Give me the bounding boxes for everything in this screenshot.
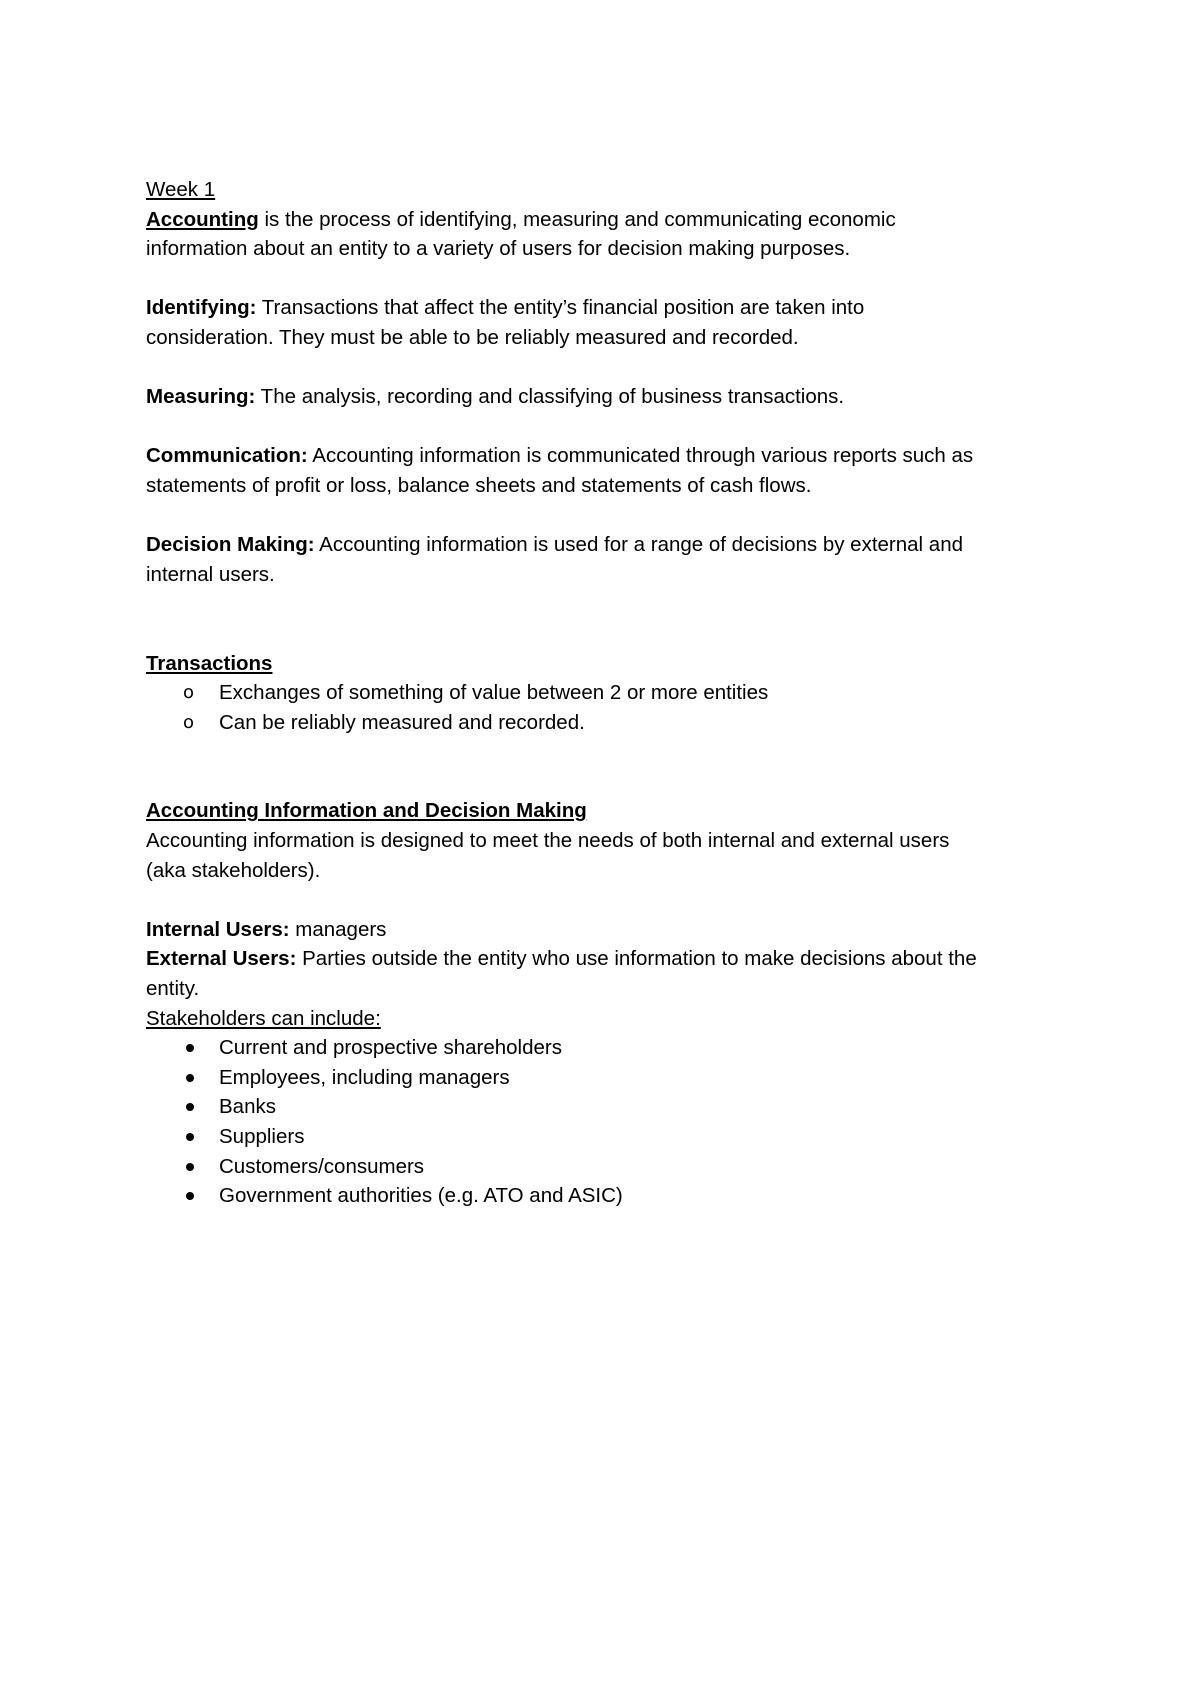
stakeholders-label-line xyxy=(146,1004,1096,1034)
list-item-text: Government authorities (e.g. ATO and ASIC) xyxy=(219,1184,623,1208)
measuring-line-1 xyxy=(146,382,1096,412)
external-users-line-1 xyxy=(146,944,1096,974)
spacer xyxy=(146,737,1096,796)
bullet-dot-icon xyxy=(186,1163,194,1171)
list-item-text: Current and prospective shareholders xyxy=(219,1036,562,1060)
bullet-dot-icon xyxy=(186,1192,194,1200)
identifying-line-1 xyxy=(146,293,1096,323)
week-heading xyxy=(146,175,1096,205)
spacer xyxy=(146,353,1096,383)
circle-bullet-icon: o xyxy=(183,682,195,704)
list-item-text: Employees, including managers xyxy=(219,1065,510,1089)
decision-making-term: Decision Making: xyxy=(146,533,315,557)
list-item xyxy=(146,1033,1096,1063)
bullet-dot-icon xyxy=(186,1074,194,1082)
transactions-title: Transactions xyxy=(146,651,273,675)
info-decision-line-1: Accounting information is designed to meet the needs of both internal and external users xyxy=(146,829,950,853)
list-item xyxy=(146,1063,1096,1093)
accounting-definition-line-2: information about an entity to a variety of users for decision making purposes. xyxy=(146,237,851,261)
info-decision-title: Accounting Information and Decision Making xyxy=(146,799,587,823)
accounting-definition-text-1: is the process of identifying, measuring and communicating economic xyxy=(258,207,896,231)
list-item-text: Customers/consumers xyxy=(219,1154,425,1178)
identifying-text-1: Transactions that affect the entity’s financial position are taken into xyxy=(256,296,865,320)
spacer xyxy=(146,501,1096,531)
spacer xyxy=(146,589,1096,648)
week-title: Week 1 xyxy=(146,178,216,201)
measuring-text-1: The analysis, recording and classifying of business transactions. xyxy=(255,385,845,409)
list-item-text: Banks xyxy=(219,1095,276,1119)
list-item xyxy=(146,1092,1096,1122)
circle-bullet-icon: o xyxy=(183,711,195,733)
spacer xyxy=(146,885,1096,915)
list-item xyxy=(146,678,1096,708)
decision-making-line-2: internal users. xyxy=(146,562,275,586)
info-decision-line-2: (aka stakeholders). xyxy=(146,858,321,882)
list-item xyxy=(146,1181,1096,1211)
external-users-text-1: Parties outside the entity who use information to make decisions about the xyxy=(296,947,977,971)
info-decision-heading xyxy=(146,796,1096,826)
transactions-list xyxy=(146,678,1096,737)
bullet-dot-icon xyxy=(186,1044,194,1052)
external-users-line-2: entity. xyxy=(146,977,200,1001)
list-item xyxy=(146,1152,1096,1182)
identifying-line-2: consideration. They must be able to be reliably measured and recorded. xyxy=(146,325,799,349)
document-page xyxy=(146,175,1096,1211)
list-item xyxy=(146,708,1096,738)
bullet-dot-icon xyxy=(186,1103,194,1111)
internal-users-term: Internal Users: xyxy=(146,917,290,941)
measuring-term: Measuring: xyxy=(146,385,256,409)
list-item-text: Suppliers xyxy=(219,1125,305,1148)
communication-text-1: Accounting information is communicated through various reports such as xyxy=(307,444,974,468)
bullet-dot-icon xyxy=(186,1133,194,1141)
internal-users-text: managers xyxy=(289,917,387,941)
identifying-term: Identifying: xyxy=(146,296,257,320)
communication-line-2: statements of profit or loss, balance sheets and statements of cash flows. xyxy=(146,473,812,497)
internal-users-line xyxy=(146,915,1096,945)
communication-line-1 xyxy=(146,441,1096,471)
accounting-definition-line-1 xyxy=(146,205,1096,235)
external-users-term: External Users: xyxy=(146,947,297,971)
accounting-term: Accounting xyxy=(146,207,259,231)
list-item-text: Can be reliably measured and recorded. xyxy=(219,710,585,734)
transactions-heading xyxy=(146,649,1096,679)
stakeholders-list xyxy=(146,1033,1096,1211)
list-item xyxy=(146,1122,1096,1152)
communication-term: Communication: xyxy=(146,444,308,468)
spacer xyxy=(146,264,1096,294)
decision-making-line-1 xyxy=(146,530,1096,560)
list-item-text: Exchanges of something of value between 2 or more entities xyxy=(219,681,769,705)
spacer xyxy=(146,412,1096,442)
stakeholders-label: Stakeholders can include: xyxy=(146,1006,381,1030)
decision-making-text-1: Accounting information is used for a range of decisions by external and xyxy=(314,533,964,557)
